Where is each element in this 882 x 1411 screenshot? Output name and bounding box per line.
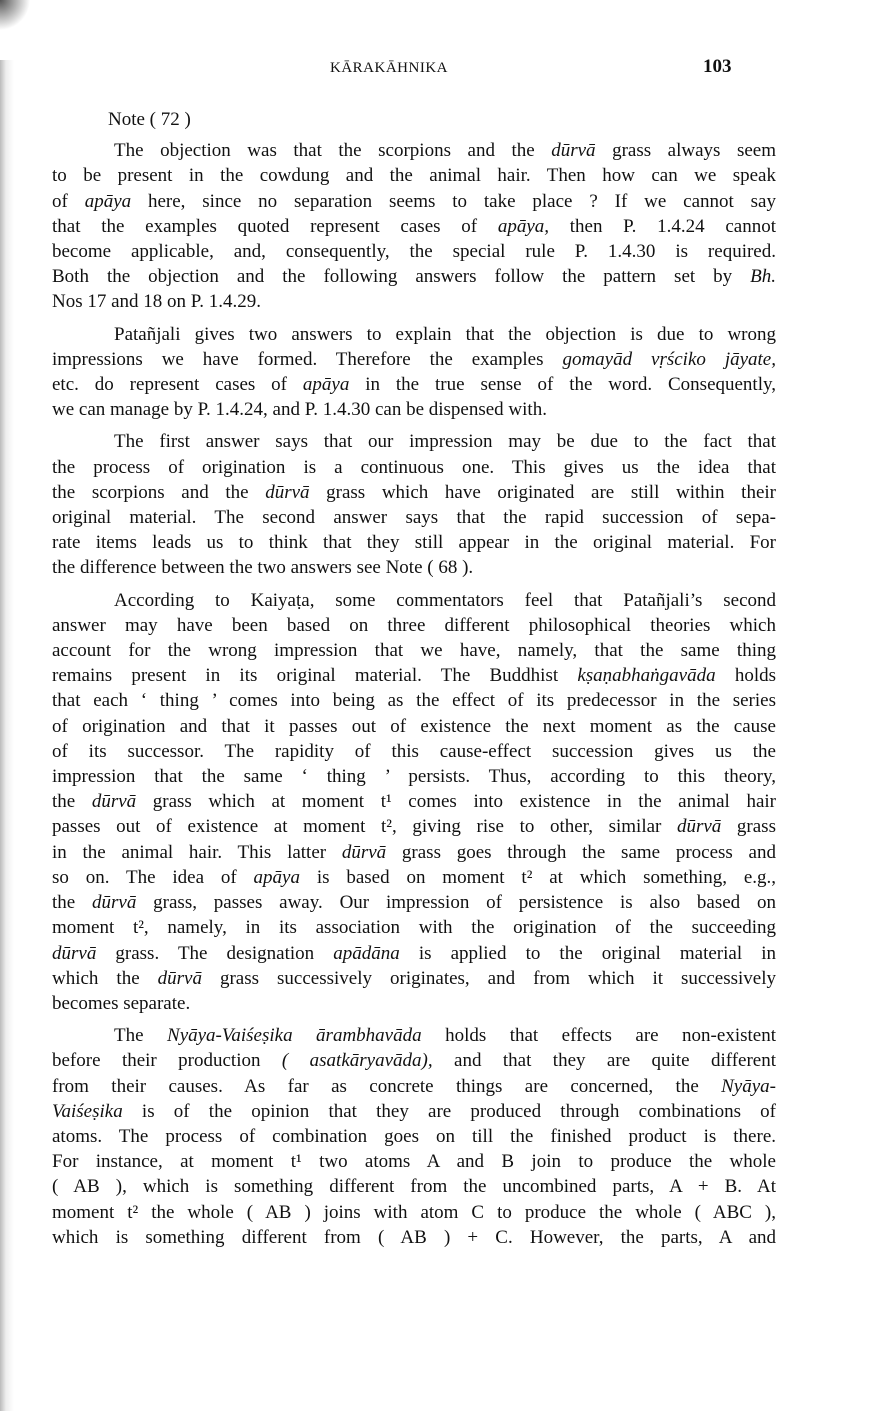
text-line xyxy=(52,163,776,188)
text-segment: in the animal hair. This latter xyxy=(52,841,342,863)
page-body xyxy=(52,107,776,1257)
text-segment: Both the objection and the following answers follow the pattern set by xyxy=(52,266,751,288)
text-line xyxy=(52,865,776,890)
paragraph xyxy=(52,1023,776,1250)
text-segment: the difference between the two answers see Note ( 68 ). xyxy=(52,557,474,579)
text-segment: The first answer says that our impression may be due to the fact that xyxy=(114,431,776,453)
text-segment: etc. do represent cases of xyxy=(52,374,303,396)
text-segment: atoms. The process of combination goes on till the finished product is there. xyxy=(52,1125,776,1147)
italic-term: dūrvā xyxy=(52,942,97,964)
text-segment: is based on moment t² at which something, e.g., xyxy=(299,866,777,888)
italic-term: Vaiśeṣika xyxy=(52,1100,123,1122)
text-line xyxy=(52,322,776,347)
text-segment: from their causes. As far as concrete things are concerned, the xyxy=(52,1075,722,1097)
text-line xyxy=(52,840,776,865)
text-segment: According to Kaiyaṭa, some commentators feel that Patañjali’s second xyxy=(114,589,776,611)
italic-term: dūrvā xyxy=(341,841,387,863)
text-segment: before their production xyxy=(52,1050,282,1072)
text-segment: of xyxy=(52,190,85,212)
text-line xyxy=(52,588,776,613)
italic-term: dūrvā xyxy=(157,967,202,989)
scan-edge-shadow xyxy=(0,0,14,1411)
text-segment: become applicable, and, consequently, the special rule P. 1.4.30 is required. xyxy=(52,241,776,263)
note-heading: Note ( 72 ) xyxy=(108,109,191,130)
paragraph xyxy=(52,322,776,423)
text-segment: holds that effects are non-existent xyxy=(421,1025,776,1047)
text-segment: rate items leads us to think that they still appear in the original material. For xyxy=(52,532,776,554)
italic-term: dūrvā xyxy=(91,791,137,813)
text-segment: grass which have originated are still within their xyxy=(309,481,776,503)
italic-term: apādāna xyxy=(333,942,400,964)
text-segment: grass which at moment t¹ comes into existence in the animal hair xyxy=(136,791,776,813)
text-line xyxy=(52,966,776,991)
text-segment: which is something different from ( AB ) + C. However, the parts, A and xyxy=(52,1226,776,1248)
text-line xyxy=(52,1048,776,1073)
text-segment: Patañjali gives two answers to explain that the objection is due to wrong xyxy=(114,323,776,345)
text-segment: we can manage by P. 1.4.24, and P. 1.4.30 can be dispensed with. xyxy=(52,399,547,421)
text-line xyxy=(52,890,776,915)
text-line xyxy=(52,1225,776,1250)
text-segment: the scorpions and the xyxy=(52,481,266,503)
text-segment: of its successor. The rapidity of this cause-effect succession gives us the xyxy=(52,740,776,762)
text-line xyxy=(52,941,776,966)
text-line xyxy=(52,455,776,480)
text-line xyxy=(52,638,776,663)
text-line xyxy=(52,555,776,580)
text-line xyxy=(52,239,776,264)
text-line xyxy=(52,1200,776,1225)
text-segment: grass goes through the same process and xyxy=(386,841,776,863)
italic-term: dūrvā xyxy=(551,140,596,162)
text-line xyxy=(52,1099,776,1124)
text-line xyxy=(52,663,776,688)
text-segment: then P. 1.4.24 cannot xyxy=(549,215,776,237)
text-line xyxy=(52,480,776,505)
text-line xyxy=(52,1174,776,1199)
text-line xyxy=(52,814,776,839)
text-line xyxy=(52,397,776,422)
text-segment: that the examples quoted represent cases of xyxy=(52,215,498,237)
text-line xyxy=(52,991,776,1016)
text-line xyxy=(52,688,776,713)
text-line xyxy=(52,264,776,289)
text-segment: and that they are quite different xyxy=(432,1050,777,1072)
text-segment: Nos 17 and 18 on P. 1.4.29. xyxy=(52,291,262,313)
text-segment: grass. The designation xyxy=(96,942,334,964)
italic-term: ( asatkāryavāda), xyxy=(281,1050,433,1072)
text-line xyxy=(52,372,776,397)
text-segment: ( AB ), which is something different from the uncombined parts, A + B. At xyxy=(52,1176,776,1198)
page-number: 103 xyxy=(703,56,732,77)
text-segment: grass, passes away. Our impression of persistence is also based on xyxy=(136,892,776,914)
text-segment: passes out of existence at moment t², giving rise to other, similar xyxy=(52,816,677,838)
italic-term: apāya xyxy=(253,866,300,888)
text-line xyxy=(52,289,776,314)
text-segment: remains present in its original material. The Buddhist xyxy=(52,665,578,687)
text-segment: is of the opinion that they are produced through combinations of xyxy=(122,1100,776,1122)
text-segment: impressions we have formed. Therefore the examples xyxy=(52,348,563,370)
text-segment: the xyxy=(52,892,93,914)
text-segment: the xyxy=(52,791,92,813)
text-line xyxy=(52,789,776,814)
text-line xyxy=(52,138,776,163)
text-segment: which the xyxy=(52,967,158,989)
text-segment: here, since no separation seems to take place ? If we cannot say xyxy=(131,190,776,212)
text-segment: For instance, at moment t¹ two atoms A and B join to produce the whole xyxy=(52,1151,776,1173)
paragraph xyxy=(52,429,776,580)
text-segment: grass always seem xyxy=(595,140,776,162)
text-line xyxy=(52,1074,776,1099)
scan-corner-shadow xyxy=(0,0,30,60)
italic-term: dūrvā xyxy=(676,816,722,838)
text-segment: answer may have been based on three different philosophical theories which xyxy=(52,614,776,636)
text-line xyxy=(52,1023,776,1048)
text-segment: becomes separate. xyxy=(52,992,191,1014)
text-segment: The xyxy=(114,1025,168,1047)
text-line xyxy=(52,189,776,214)
text-line xyxy=(52,764,776,789)
text-line xyxy=(52,530,776,555)
text-segment: that each ‘ thing ’ comes into being as the effect of its predecessor in the series xyxy=(52,690,776,712)
text-line xyxy=(52,739,776,764)
italic-term: Nyāya-Vaiśeṣika ārambhavāda xyxy=(167,1025,422,1047)
italic-term: apāya xyxy=(302,374,350,396)
text-segment: The objection was that the scorpions and the xyxy=(114,140,552,162)
text-segment: so on. The idea of xyxy=(52,866,254,888)
text-line xyxy=(52,429,776,454)
text-line xyxy=(52,613,776,638)
text-segment: moment t², namely, in its association with the origination of the succeeding xyxy=(52,917,776,939)
text-segment: the process of origination is a continuous one. This gives us the idea that xyxy=(52,456,776,478)
italic-term: dūrvā xyxy=(92,892,137,914)
text-segment: is applied to the original material in xyxy=(399,942,776,964)
text-line xyxy=(52,214,776,239)
text-line xyxy=(52,347,776,372)
text-line xyxy=(52,915,776,940)
text-segment: original material. The second answer says that the rapid succession of sepa- xyxy=(52,507,776,529)
italic-term: gomayād vṛściko jāyate, xyxy=(562,348,776,370)
paragraph xyxy=(52,588,776,1016)
italic-term: Bh. xyxy=(750,266,776,288)
text-segment: of origination and that it passes out of existence the next moment as the cause xyxy=(52,715,776,737)
text-segment: holds xyxy=(715,665,776,687)
text-segment: in the true sense of the word. Consequently, xyxy=(349,374,777,396)
running-head: KĀRAKĀHNIKA xyxy=(330,60,448,76)
italic-term: Nyāya- xyxy=(721,1075,776,1097)
text-line xyxy=(52,714,776,739)
paragraph xyxy=(52,138,776,314)
text-segment: impression that the same ‘ thing ’ persists. Thus, according to this theory, xyxy=(52,766,776,788)
text-segment: to be present in the cowdung and the animal hair. Then how can we speak xyxy=(52,165,776,187)
text-line xyxy=(52,505,776,530)
text-segment: grass successively originates, and from which it successively xyxy=(201,967,776,989)
italic-term: apāya, xyxy=(497,215,549,237)
italic-term: dūrvā xyxy=(265,481,310,503)
text-segment: moment t² the whole ( AB ) joins with atom C to produce the whole ( ABC ), xyxy=(52,1201,776,1223)
text-segment: grass xyxy=(721,816,776,838)
text-segment: account for the wrong impression that we have, namely, that the same thing xyxy=(52,640,776,662)
text-line xyxy=(52,1124,776,1149)
italic-term: apāya xyxy=(84,190,132,212)
italic-term: kṣaṇabhaṅgavāda xyxy=(577,665,716,687)
text-line xyxy=(52,1149,776,1174)
paragraphs xyxy=(52,138,776,1250)
